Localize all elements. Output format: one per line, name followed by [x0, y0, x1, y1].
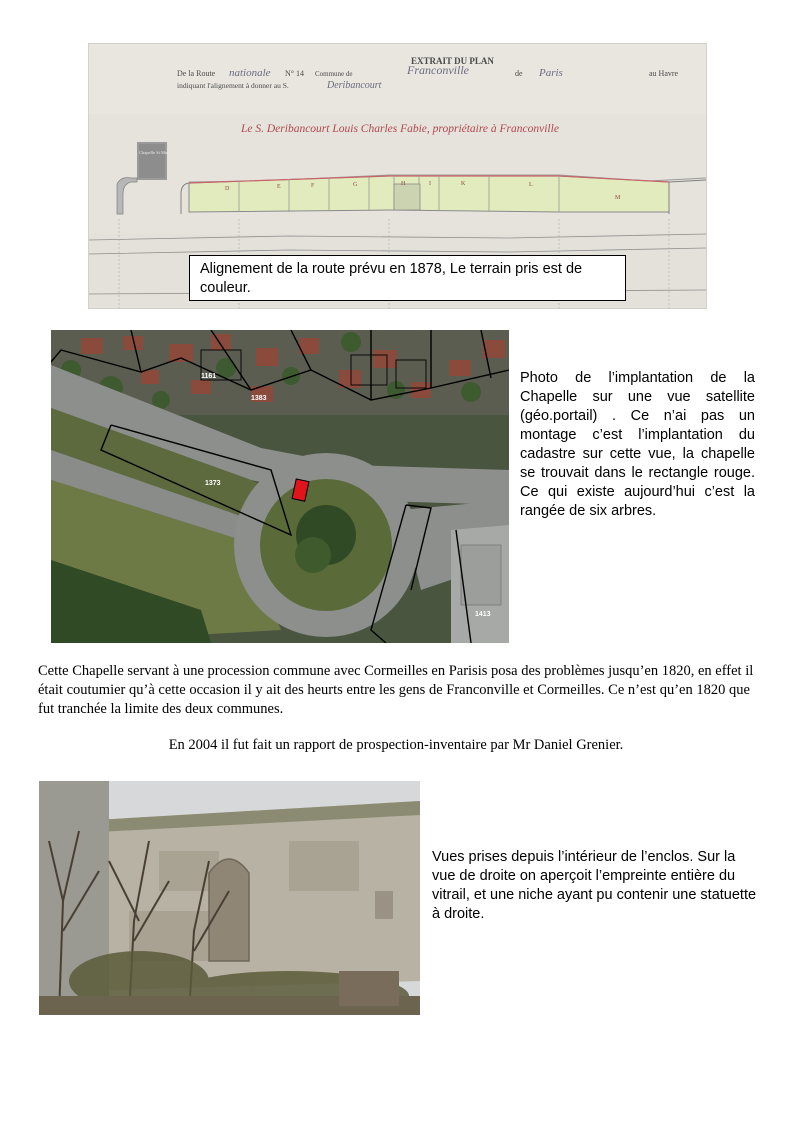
- parcel-letter: H: [401, 181, 406, 187]
- plan-line2-name: Deribancourt: [327, 80, 382, 91]
- plan-owner-line: Le S. Deribancourt Louis Charles Fabie, propriétaire à Franconville: [241, 123, 559, 135]
- plan-caption: Alignement de la route prévu en 1878, Le terrain pris est de couleur.: [189, 255, 626, 301]
- ruin-description: Vues prises depuis l’intérieur de l’enclos. Sur la vue de droite on aperçoit l’empreinte entière du vitrail, et une niche ayant pu contenir une statuette à droite.: [432, 849, 757, 922]
- parcel-label-1383: 1383: [251, 395, 267, 402]
- parcel-letter: I: [429, 181, 431, 187]
- report-paragraph: En 2004 il fut fait un rapport de prospection-inventaire par Mr Daniel Grenier.: [168, 737, 624, 753]
- plan-line1-end: au Havre: [649, 69, 679, 78]
- parcel-label-1413: 1413: [475, 611, 491, 618]
- satellite-description: Photo de l’implantation de la Chapelle sur une vue satellite (géo.portail) . Ce n’ai pas un montage c’est l’implantation du cadastre sur cette vue, la chapelle se trouvait dans le rectangle rouge. Ce qui existe aujourd’hui c’est la rangée de six arbres.: [520, 370, 755, 519]
- parcel-letter: L: [529, 182, 533, 188]
- plan-header-title: EXTRAIT DU PLAN: [411, 56, 494, 66]
- plan-line1-commune-label: Commune de: [315, 70, 353, 78]
- parcel-label-1161: 1161: [201, 373, 217, 380]
- satellite-image: [51, 330, 509, 643]
- plan-line1-de: de: [515, 69, 523, 78]
- parcel-letter: M: [615, 195, 621, 201]
- plan-line1-commune: Franconville: [407, 63, 469, 77]
- plan-line1-route: nationale: [229, 67, 271, 79]
- chapel-ruin-photo: [39, 781, 420, 1015]
- plan-line2-prefix: indiquant l'alignement à donner au S.: [177, 81, 289, 90]
- history-paragraph: Cette Chapelle servant à une procession commune avec Cormeilles en Parisis posa des problèmes jusqu’en 1820, en effet il était coutumier qu’à cette occasion il y ait des heurts entre les gens de Franconville et Cormeilles. Ce n’est qu’en 1820 que fut tranchée la limite des deux communes.: [38, 663, 754, 717]
- plan-line1-prefix: De la Route: [177, 69, 216, 78]
- parcel-letter: G: [353, 182, 358, 188]
- plan-line1-to: Paris: [539, 67, 563, 79]
- parcel-letter: K: [461, 181, 466, 187]
- plan-chapel-label: Chapelle St Marc: [139, 150, 171, 155]
- parcel-letter: F: [311, 183, 315, 189]
- parcel-letter: D: [225, 186, 230, 192]
- parcel-label-1373: 1373: [205, 480, 221, 487]
- plan-line1-num: N° 14: [285, 69, 304, 78]
- parcel-letter: E: [277, 184, 281, 190]
